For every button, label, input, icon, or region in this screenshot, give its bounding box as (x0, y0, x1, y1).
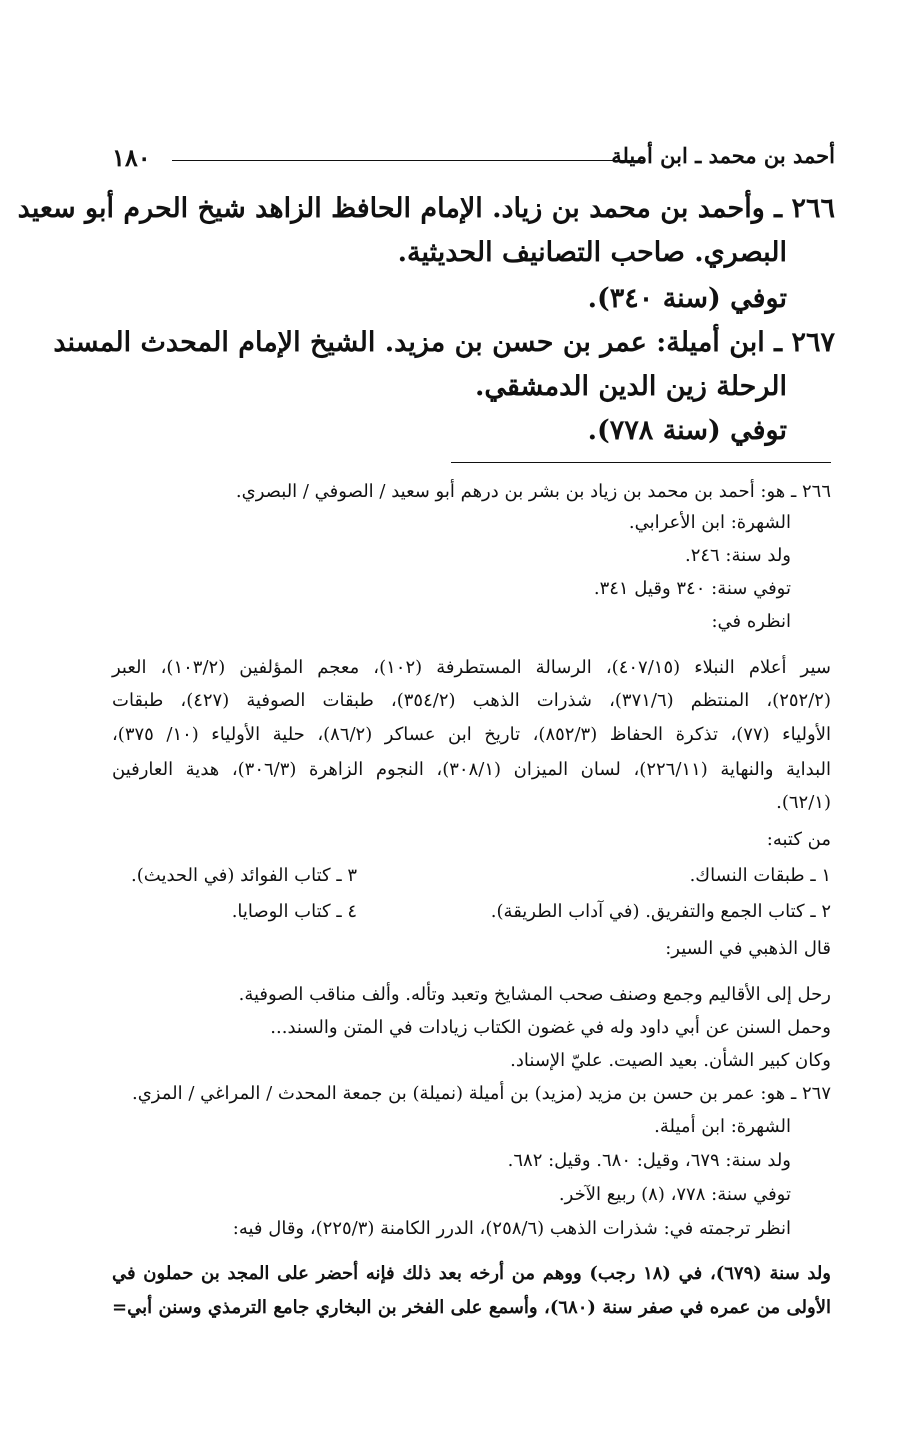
footnote-267-quote-line-1: ولد سنة (٦٧٩)، في (١٨ رجب) ووهم من أرخه بعد ذلك فإنه أحضر على المجد بن حملون في (112, 1263, 831, 1284)
entry-267-line-2: الرحلة زين الدين الدمشقي. (474, 371, 787, 402)
footnote-266-born: ولد سنة: ٢٤٦. (684, 545, 791, 566)
footnote-266-refs-line-3: الأولياء (٧٧)، تذكرة الحفاظ (٨٥٢/٣)، تاريخ ابن عساكر (٨٦/٢)، حلية الأولياء (١٠/ ٣٧٥)، (112, 724, 831, 745)
footnote-267-see: انظر ترجمته في: شذرات الذهب (٢٥٨/٦)، الدرر الكامنة (٢٢٥/٣)، وقال فيه: (232, 1218, 791, 1239)
footnote-266-refs-line-5: (٦٢/١). (776, 792, 831, 813)
footnote-266-died: توفي سنة: ٣٤٠ وقيل ٣٤١. (593, 578, 791, 599)
entry-266-line-3: توفي (سنة ٣٤٠). (587, 283, 787, 314)
footnote-266-refs-line-2: (٢٥٢/٢)، المنتظم (٣٧١/٦)، شذرات الذهب (٣٥٤/٢)، طبقات الصوفية (٤٢٧)، طبقات (112, 690, 831, 711)
entry-267-line-1: ٢٦٧ ـ ابن أميلة: عمر بن حسن بن مزيد. الشيخ الإمام المحدث المسند (53, 327, 835, 358)
entry-266-line-1: ٢٦٦ ـ وأحمد بن محمد بن زياد. الإمام الحافظ الزاهد شيخ الحرم أبو سعيد (17, 193, 835, 224)
book-item-2: ٢ ـ كتاب الجمع والتفريق. (في آداب الطريقة). (490, 901, 831, 922)
footnote-267-quote-line-2: الأولى من عمره في صفر سنة (٦٨٠)، وأسمع على الفخر بن البخاري جامع الترمذي وسنن أبي= (112, 1297, 831, 1318)
dhahabi-quote-line-1: رحل إلى الأقاليم وجمع وصنف صحب المشايخ وتعبد وتأله. وألف مناقب الصوفية. (238, 984, 831, 1005)
entry-267-line-3: توفي (سنة ٧٧٨). (587, 415, 787, 446)
footnote-267-fame: الشهرة: ابن أميلة. (654, 1116, 791, 1137)
footnote-266-see-label: انظره في: (711, 611, 791, 632)
dhahabi-quote-label: قال الذهبي في السير: (665, 938, 831, 959)
book-item-3: ٣ ـ كتاب الفوائد (في الحديث). (131, 865, 357, 886)
footnote-266-books-label: من كتبه: (766, 829, 831, 850)
footnote-separator (451, 462, 831, 463)
footnote-266-fame: الشهرة: ابن الأعرابي. (628, 512, 791, 533)
footnote-266-heading: ٢٦٦ ـ هو: أحمد بن محمد بن زياد بن بشر بن درهم أبو سعيد / الصوفي / البصري. (235, 481, 831, 502)
book-item-4: ٤ ـ كتاب الوصايا. (231, 901, 357, 922)
footnote-267-heading: ٢٦٧ ـ هو: عمر بن حسن بن مزيد (مزيد) بن أميلة (نميلة) بن جمعة المحدث / المراغي / المزي. (131, 1083, 831, 1104)
dhahabi-quote-line-3: وكان كبير الشأن. بعيد الصيت. عليّ الإسناد. (510, 1050, 831, 1071)
footnote-266-refs-line-1: سير أعلام النبلاء (٤٠٧/١٥)، الرسالة المستطرفة (١٠٢)، معجم المؤلفين (١٠٣/٢)، العبر (112, 657, 831, 678)
entry-266-line-2: البصري. صاحب التصانيف الحديثية. (397, 237, 787, 268)
dhahabi-quote-line-2: وحمل السنن عن أبي داود وله في غضون الكتاب زيادات في المتن والسند... (270, 1017, 831, 1038)
footnote-267-died: توفي سنة: ٧٧٨، (٨) ربيع الآخر. (558, 1184, 791, 1205)
page-number: ١٨٠ (112, 143, 151, 172)
running-title: أحمد بن محمد ـ ابن أميلة (611, 143, 835, 168)
book-item-1: ١ ـ طبقات النساك. (689, 865, 831, 886)
footnote-266-refs-line-4: البداية والنهاية (٢٢٦/١١)، لسان الميزان (٣٠٨/١)، النجوم الزاهرة (٣٠٦/٣)، هدية العارفين (112, 759, 831, 780)
header-rule (172, 160, 645, 161)
footnote-267-born: ولد سنة: ٦٧٩، وقيل: ٦٨٠. وقيل: ٦٨٢. (507, 1150, 791, 1171)
